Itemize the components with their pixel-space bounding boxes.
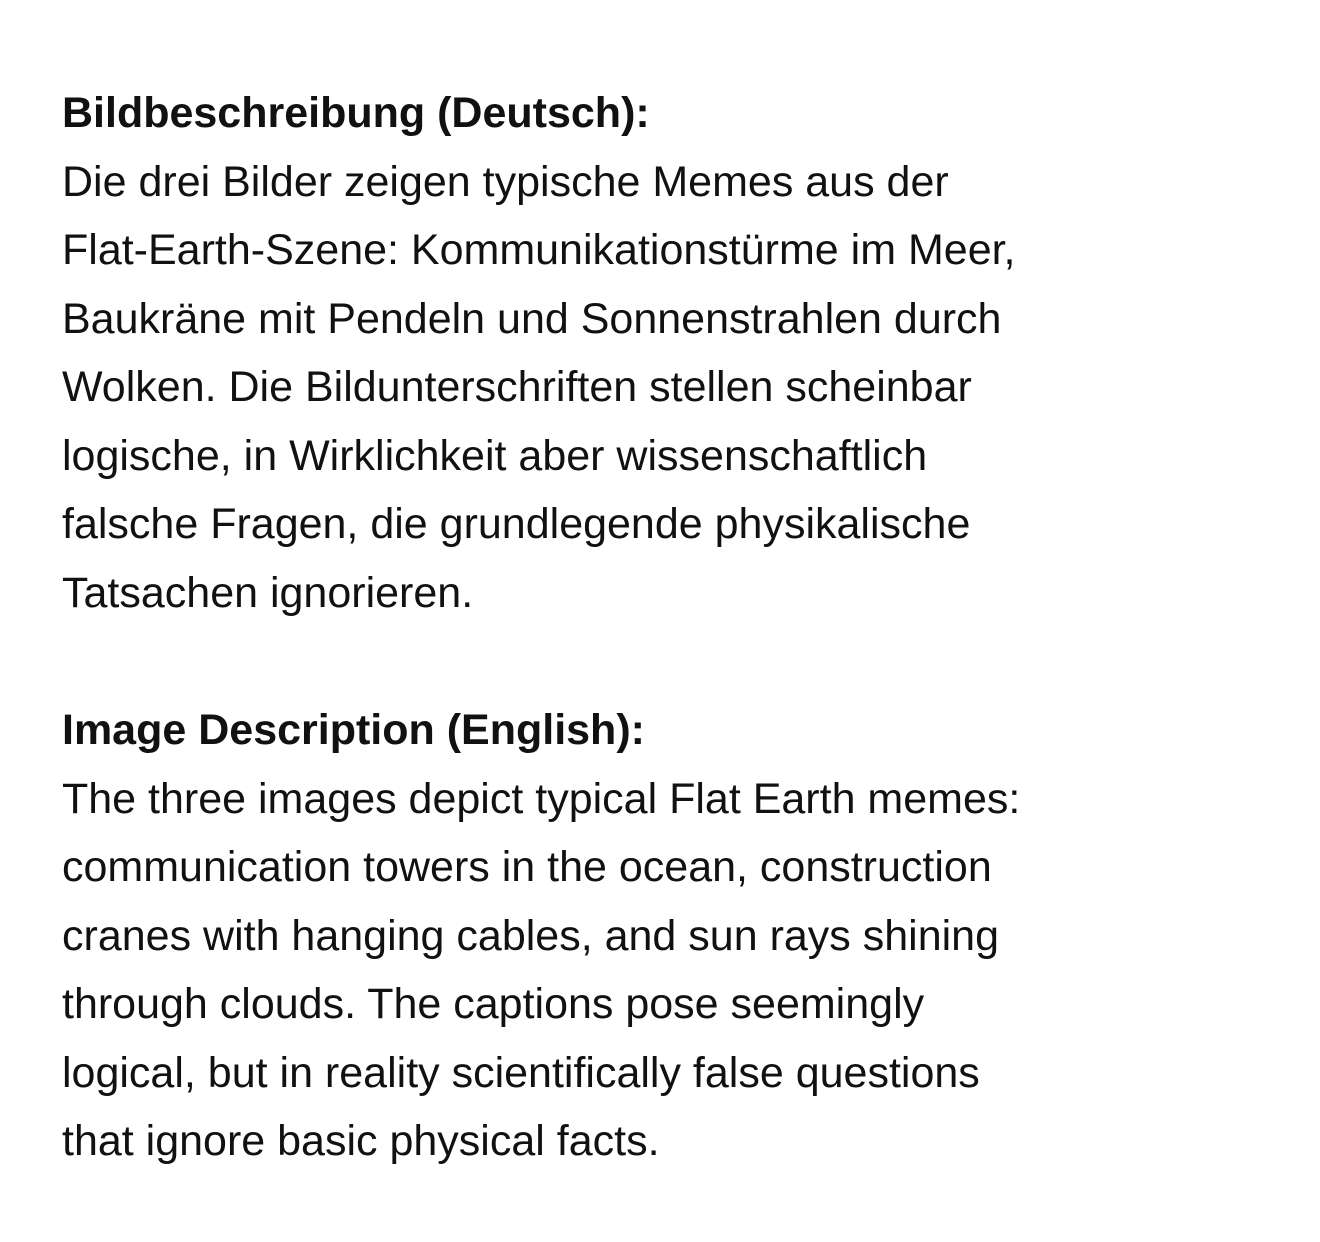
section-heading: Bildbeschreibung (Deutsch): xyxy=(62,89,650,137)
text-line: logical, but in reality scientifically false questions xyxy=(62,1048,980,1097)
text-line: Wolken. Die Bildunterschriften stellen scheinbar xyxy=(62,363,972,411)
section-german xyxy=(62,79,1282,627)
text-line: falsche Fragen, die grundlegende physikalische xyxy=(62,500,971,548)
text-line: through clouds. The captions pose seemingly xyxy=(62,980,925,1028)
text-line: Tatsachen ignorieren. xyxy=(62,568,474,617)
section-english xyxy=(62,696,1282,1176)
text-line: cranes with hanging cables, and sun rays shining xyxy=(62,911,1000,960)
text-line: that ignore basic physical facts. xyxy=(62,1117,660,1165)
text-line: The three images depict typical Flat Earth memes: xyxy=(62,774,1021,823)
document-body xyxy=(62,79,1282,1176)
text-line: Die drei Bilder zeigen typische Memes aus der xyxy=(62,157,949,206)
text-line: Baukräne mit Pendeln und Sonnenstrahlen durch xyxy=(62,294,1002,343)
section-heading: Image Description (English): xyxy=(62,706,645,754)
text-line: communication towers in the ocean, construction xyxy=(62,843,992,891)
text-line: logische, in Wirklichkeit aber wissenschaftlich xyxy=(62,431,928,480)
text-line: Flat-Earth-Szene: Kommunikationstürme im Meer, xyxy=(62,226,1016,274)
